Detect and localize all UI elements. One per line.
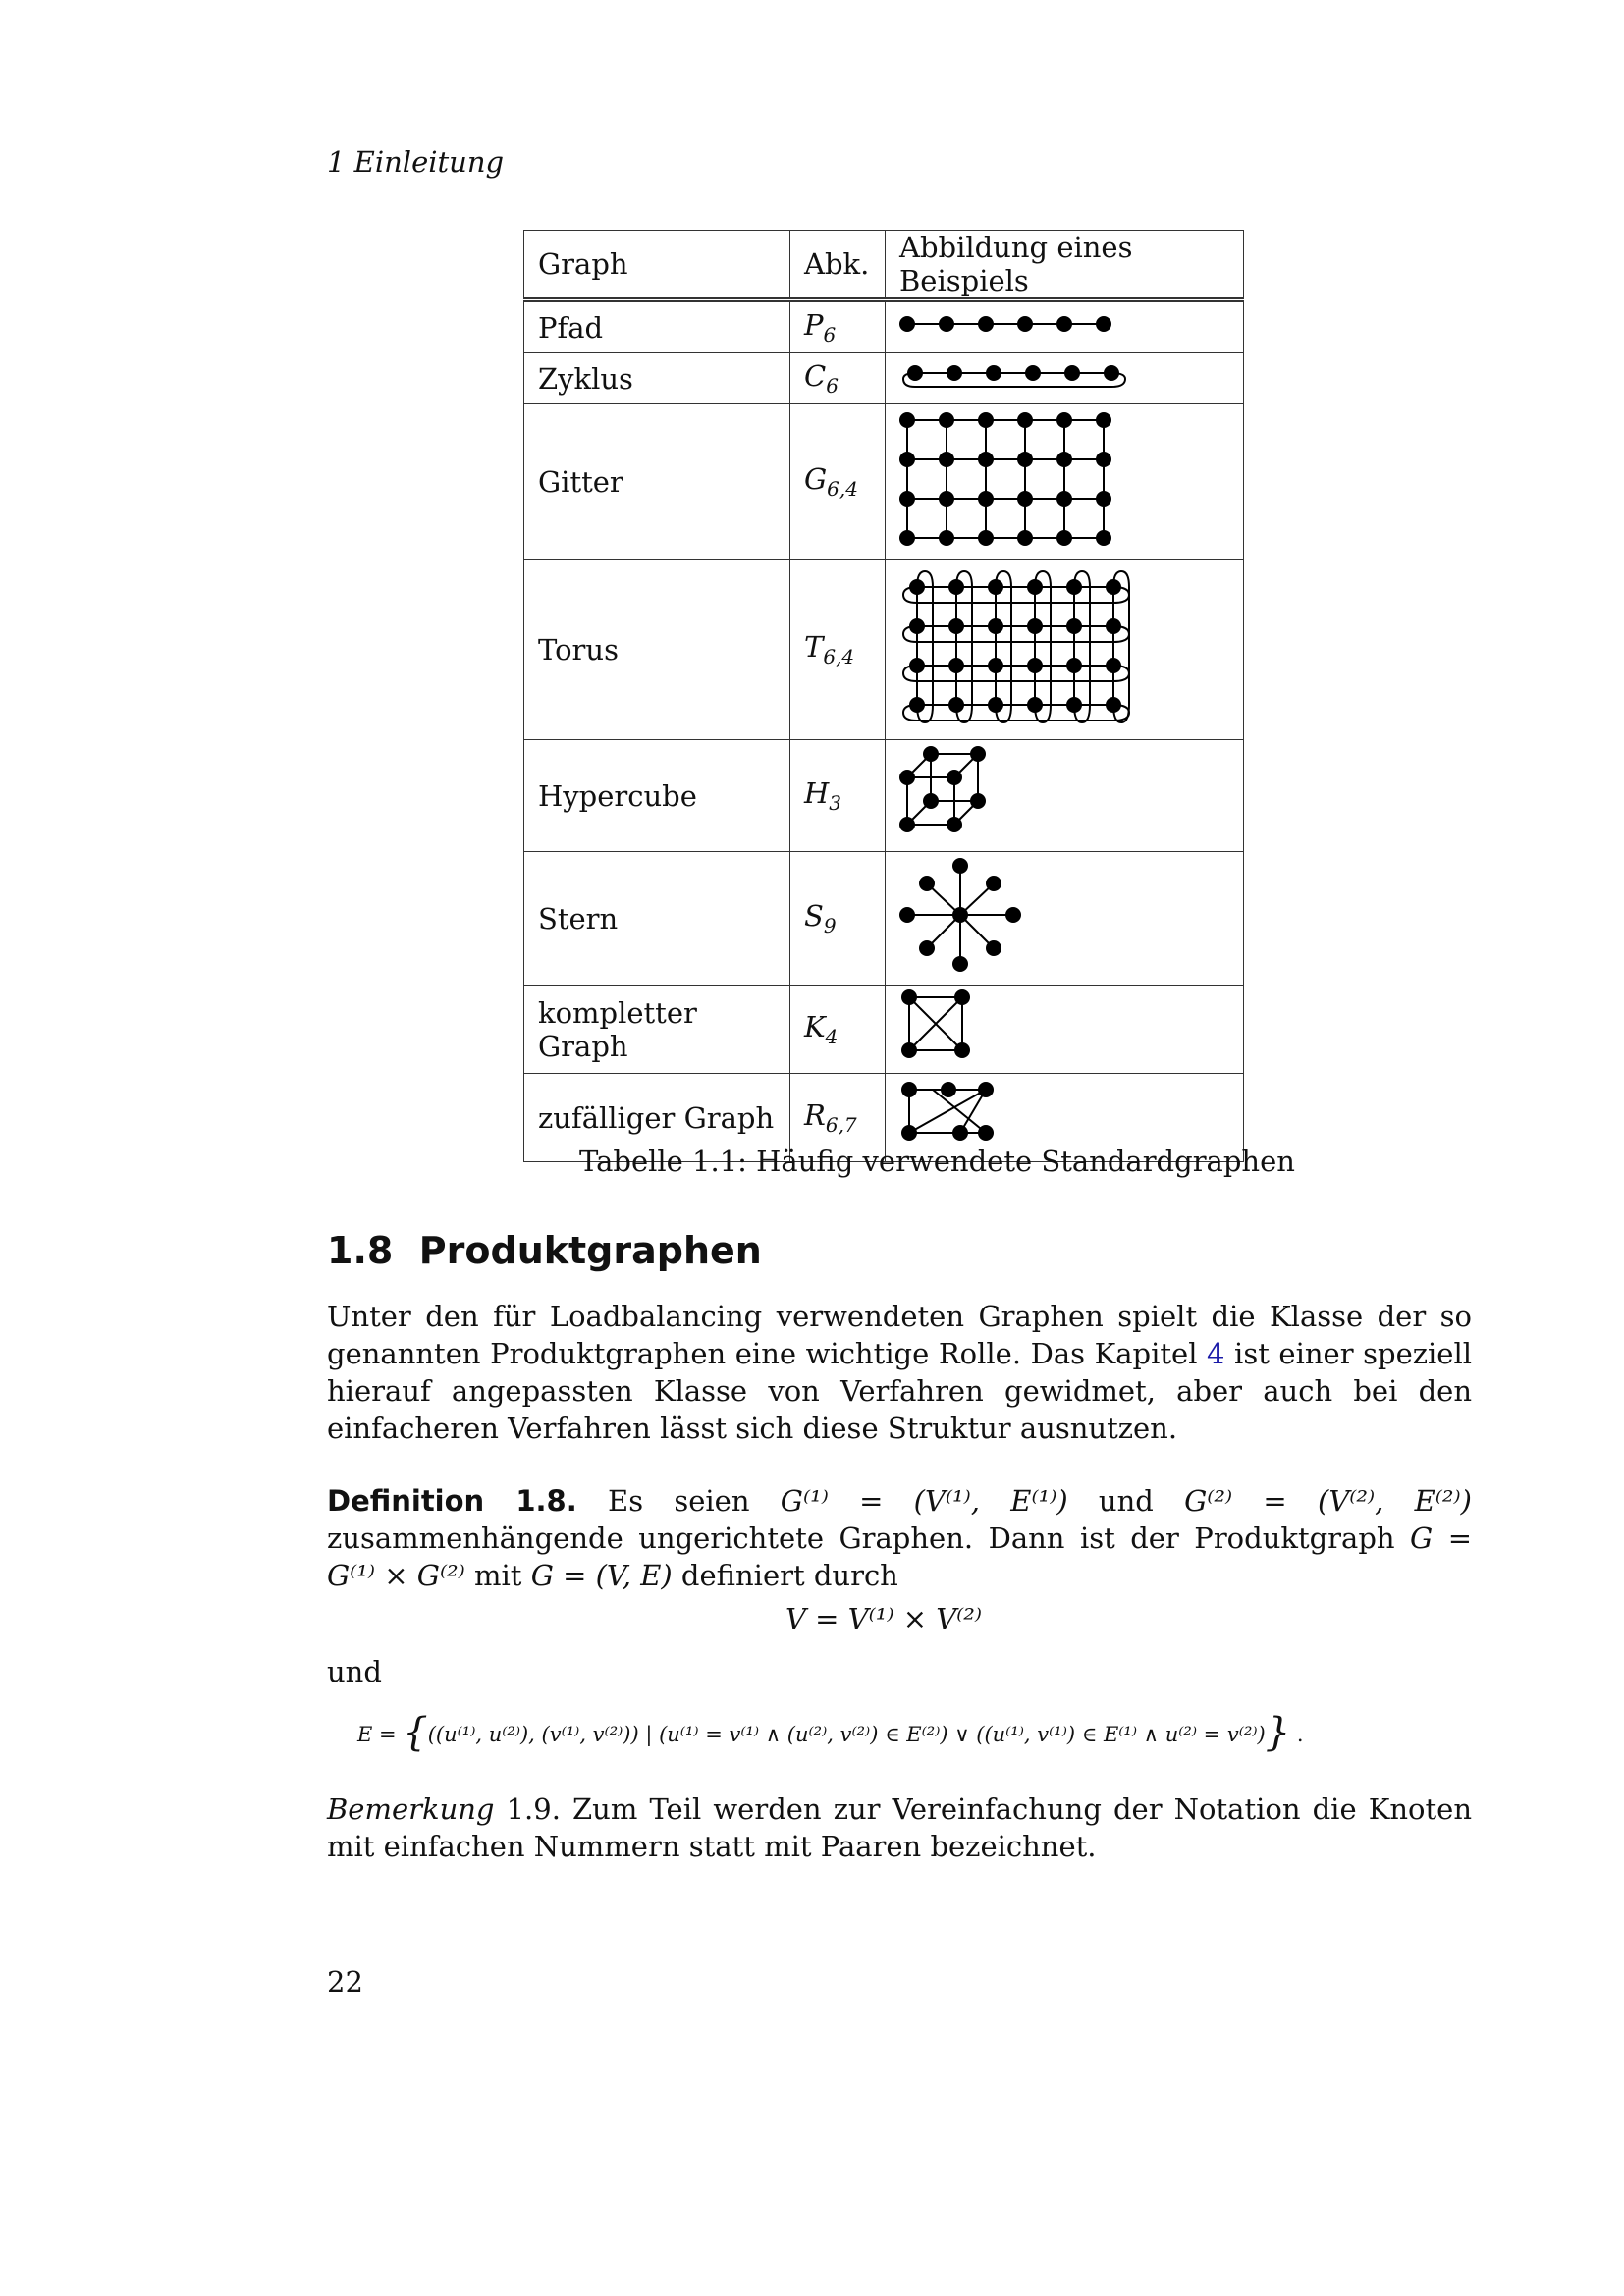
cycle-graph-figure: [888, 353, 1221, 397]
running-header: 1 Einleitung: [327, 145, 505, 179]
product-formula: G = G⁽¹⁾ × G⁽²⁾: [327, 1522, 1472, 1592]
page-number: 22: [327, 1965, 363, 1999]
standard-graphs-table: [523, 230, 1244, 1162]
path-graph-figure: [888, 302, 1221, 346]
graph-picture-cell: [886, 404, 1244, 560]
graph-picture-cell: [886, 353, 1244, 404]
graph-abbr: $H_3$: [790, 740, 886, 852]
graph-abbr: $G_{6,4}$: [790, 404, 886, 560]
header-abbr: Abk.: [790, 231, 886, 300]
graph-abbr: $P_6$: [790, 300, 886, 353]
graph-picture-cell: [886, 300, 1244, 353]
graph-name: Zyklus: [524, 353, 790, 404]
intro-paragraph: Unter den für Loadbalancing verwendeten Graphen spielt die Klasse der so genannten Produktgraphen eine wichtige Rolle. Das Kapitel 4 ist einer speziell hierauf angepassten Klasse von Verfahren gewidmet, aber auch bei den einfacheren Verfahren lässt sich diese Struktur ausnutzen.: [327, 1300, 1473, 1445]
random-graph-figure: [888, 1074, 1221, 1154]
table-row: [524, 986, 1244, 1074]
g-def-formula: G = (V, E): [530, 1559, 673, 1592]
graph-picture-cell: [886, 740, 1244, 852]
graph-name: kompletter Graph: [524, 986, 790, 1074]
table-row: [524, 560, 1244, 740]
section-title: Produktgraphen: [418, 1229, 762, 1272]
graph-picture-cell: [886, 560, 1244, 740]
g1-formula: G⁽¹⁾ = (V⁽¹⁾, E⁽¹⁾): [780, 1484, 1068, 1518]
section-heading: [327, 1229, 762, 1272]
table-row: [524, 852, 1244, 986]
graph-name: Pfad: [524, 300, 790, 353]
graph-abbr: $K_4$: [790, 986, 886, 1074]
torus-graph-figure: [888, 560, 1221, 732]
grid-graph-figure: [888, 404, 1221, 552]
graph-abbr: $C_6$: [790, 353, 886, 404]
table-header-row: [524, 231, 1244, 300]
graph-picture-cell: [886, 852, 1244, 986]
graph-abbr: $R_{6,7}$: [790, 1074, 886, 1162]
header-picture: Abbildung eines Beispiels: [886, 231, 1244, 300]
graph-abbr: $S_9$: [790, 852, 886, 986]
edge-set-formula: E = {((u⁽¹⁾, u⁽²⁾), (v⁽¹⁾, v⁽²⁾)) | (u⁽¹⁾ = v⁽¹⁾ ∧ (u⁽²⁾, v⁽²⁾) ∈ E⁽²⁾) ∨ ((u⁽¹⁾, v⁽¹⁾) ∈ E⁽¹⁾ ∧ u⁽²⁾ = v⁽²⁾)} .: [357, 1710, 1304, 1755]
header-graph: Graph: [524, 231, 790, 300]
graph-abbr: $T_{6,4}$: [790, 560, 886, 740]
definition-label: Definition 1.8.: [327, 1484, 577, 1518]
remark-label: Bemerkung: [327, 1792, 495, 1826]
vertex-set-formula: V = V⁽¹⁾ × V⁽²⁾: [785, 1602, 983, 1635]
table-row: [524, 740, 1244, 852]
table-caption: Tabelle 1.1: Häufig verwendete Standardgraphen: [579, 1145, 1295, 1178]
und-word: und: [327, 1655, 382, 1688]
graph-name: Hypercube: [524, 740, 790, 852]
definition-paragraph: Definition 1.8. Es seien G⁽¹⁾ = (V⁽¹⁾, E⁽¹⁾) und G⁽²⁾ = (V⁽²⁾, E⁽²⁾) zusammenhängende ungerichtete Graphen. Dann ist der Produktgraph G = G⁽¹⁾ × G⁽²⁾ mit G = (V, E) definiert durch: [327, 1484, 1472, 1592]
section-number: 1.8: [327, 1229, 394, 1272]
g2-formula: G⁽²⁾ = (V⁽²⁾, E⁽²⁾): [1184, 1484, 1472, 1518]
table-row: [524, 353, 1244, 404]
table-row: [524, 300, 1244, 353]
chapter-reference-link[interactable]: 4: [1207, 1337, 1225, 1370]
graph-name: zufälliger Graph: [524, 1074, 790, 1162]
graph-name: Torus: [524, 560, 790, 740]
remark-paragraph: Bemerkung 1.9. Zum Teil werden zur Vereinfachung der Notation die Knoten mit einfachen Nummern statt mit Paaren bezeichnet.: [327, 1792, 1472, 1863]
graph-picture-cell: [886, 986, 1244, 1074]
complete-graph-figure: [888, 986, 1221, 1066]
graph-name: Gitter: [524, 404, 790, 560]
table-row: [524, 404, 1244, 560]
hypercube-graph-figure: [888, 740, 1221, 844]
graph-name: Stern: [524, 852, 790, 986]
star-graph-figure: [888, 852, 1221, 978]
